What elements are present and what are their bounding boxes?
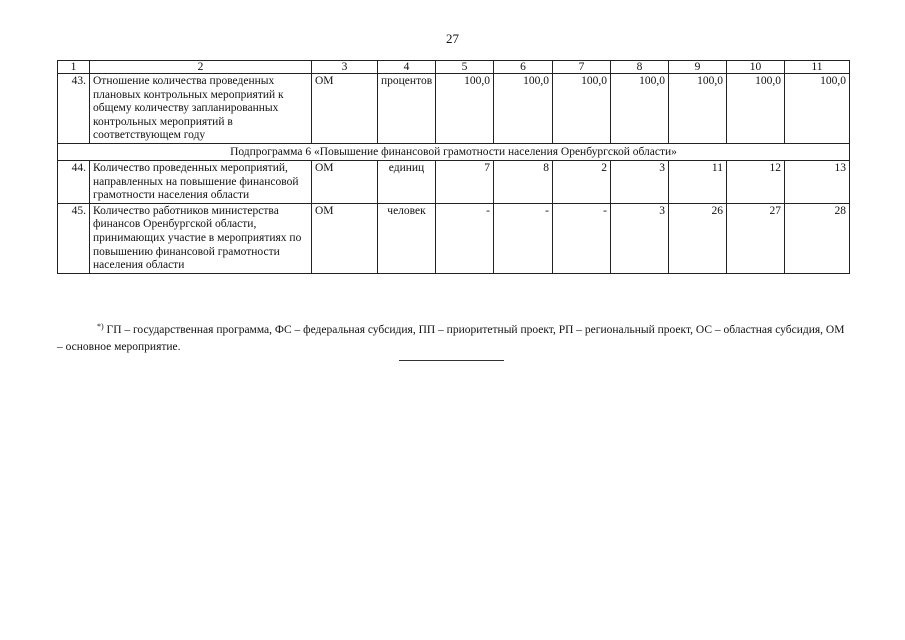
column-header: 2: [90, 61, 312, 74]
table-row: [58, 74, 850, 144]
table-header-row: [58, 61, 850, 74]
indicator-source: ОМ: [312, 74, 378, 144]
column-header: 3: [312, 61, 378, 74]
table-row: [58, 203, 850, 273]
indicator-name: Отношение количества проведенных плановых контрольных мероприятий к общему количеству запланированных контрольных мероприятий в соответствующем году: [90, 74, 312, 144]
column-header: 8: [611, 61, 669, 74]
column-header: 9: [669, 61, 727, 74]
column-header: 5: [436, 61, 494, 74]
column-header: 10: [727, 61, 785, 74]
indicator-value: 7: [436, 160, 494, 203]
footnote-text: ГП – государственная программа, ФС – федеральная субсидия, ПП – приоритетный проект, РП – региональный проект, ОС – областная субсидия, ОМ – основное мероприятие.: [57, 324, 845, 353]
column-header: 1: [58, 61, 90, 74]
indicator-value: 100,0: [785, 74, 850, 144]
indicator-value: -: [553, 203, 611, 273]
footnote-marker: *): [97, 322, 104, 331]
indicator-value: 3: [611, 160, 669, 203]
indicator-unit: процентов: [378, 74, 436, 144]
indicator-value: 11: [669, 160, 727, 203]
indicator-value: 100,0: [669, 74, 727, 144]
indicator-value: 13: [785, 160, 850, 203]
subprogram-row: [58, 143, 850, 160]
indicator-value: 28: [785, 203, 850, 273]
indicator-unit: человек: [378, 203, 436, 273]
row-number: 43.: [58, 74, 90, 144]
indicator-value: 100,0: [436, 74, 494, 144]
indicator-value: 8: [494, 160, 553, 203]
column-header: 7: [553, 61, 611, 74]
indicator-source: ОМ: [312, 203, 378, 273]
indicator-value: 26: [669, 203, 727, 273]
indicator-value: 100,0: [727, 74, 785, 144]
indicator-value: -: [436, 203, 494, 273]
indicator-value: 12: [727, 160, 785, 203]
indicator-value: 2: [553, 160, 611, 203]
indicator-value: 100,0: [553, 74, 611, 144]
subprogram-title: Подпрограмма 6 «Повышение финансовой грамотности населения Оренбургской области»: [58, 143, 850, 160]
indicator-value: 100,0: [494, 74, 553, 144]
indicator-name: Количество работников министерства финансов Оренбургской области, принимающих участие в мероприятиях по повышению финансовой грамотности населения области: [90, 203, 312, 273]
indicator-value: 100,0: [611, 74, 669, 144]
indicator-unit: единиц: [378, 160, 436, 203]
closing-rule: [399, 360, 504, 361]
indicator-value: 27: [727, 203, 785, 273]
indicators-table: [57, 60, 850, 274]
row-number: 45.: [58, 203, 90, 273]
row-number: 44.: [58, 160, 90, 203]
table-row: [58, 160, 850, 203]
column-header: 6: [494, 61, 553, 74]
footnote: [57, 318, 850, 356]
indicator-value: 3: [611, 203, 669, 273]
indicator-name: Количество проведенных мероприятий, направленных на повышение финансовой грамотности населения области: [90, 160, 312, 203]
indicator-value: -: [494, 203, 553, 273]
column-header: 4: [378, 61, 436, 74]
indicator-source: ОМ: [312, 160, 378, 203]
column-header: 11: [785, 61, 850, 74]
page-number: 27: [446, 31, 459, 46]
